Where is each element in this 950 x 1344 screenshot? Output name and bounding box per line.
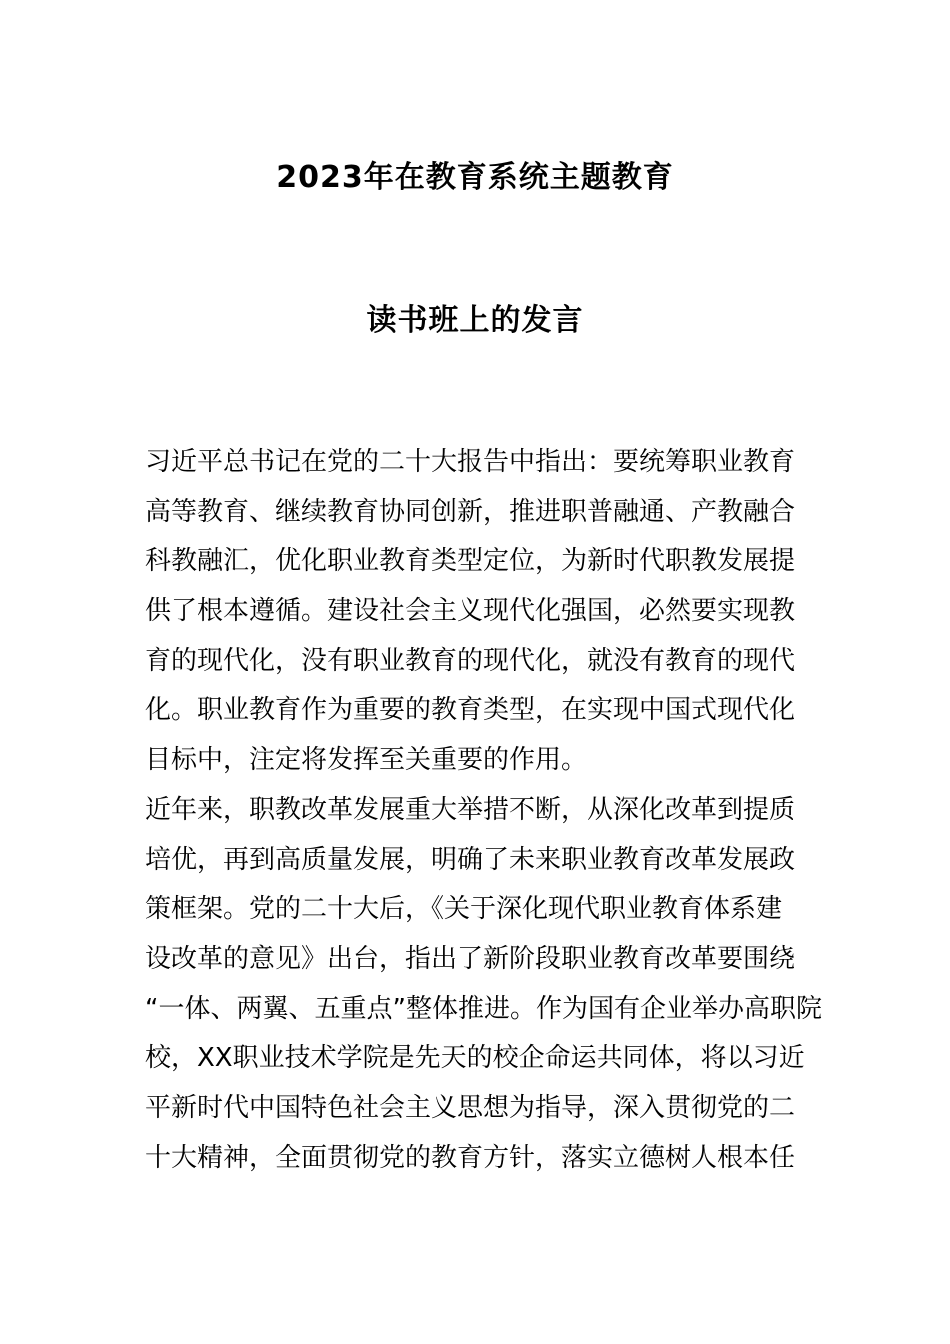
document-title-line-1: 2023年在教育系统主题教育 bbox=[276, 160, 674, 195]
body-line: 十大精神，全面贯彻党的教育方针，落实立德树人根本任 bbox=[145, 1142, 796, 1173]
body-line: 校，XX职业技术学院是先天的校企命运共同体，将以习近 bbox=[145, 1043, 805, 1074]
body-line: 育的现代化，没有职业教育的现代化，就没有教育的现代 bbox=[145, 645, 796, 676]
body-line: 近年来，职教改革发展重大举措不断，从深化改革到提质 bbox=[145, 794, 796, 825]
body-line: 高等教育、继续教育协同创新，推进职普融通、产教融合 bbox=[145, 496, 796, 527]
body-line: “一体、两翼、五重点”整体推进。作为国有企业举办高职院 bbox=[145, 993, 822, 1024]
body-line: 科教融汇，优化职业教育类型定位，为新时代职教发展提 bbox=[145, 546, 796, 577]
body-line: 培优，再到高质量发展，明确了未来职业教育改革发展政 bbox=[145, 844, 796, 875]
body-line: 目标中，注定将发挥至关重要的作用。 bbox=[145, 745, 588, 776]
document-title-line-2: 读书班上的发言 bbox=[366, 303, 584, 338]
document-body bbox=[145, 438, 825, 1183]
body-line: 化。职业教育作为重要的教育类型，在实现中国式现代化 bbox=[145, 695, 796, 726]
body-line: 设改革的意见》出台，指出了新阶段职业教育改革要围绕 bbox=[145, 943, 796, 974]
body-line: 供了根本遵循。建设社会主义现代化强国，必然要实现教 bbox=[145, 596, 796, 627]
body-line: 策框架。党的二十大后，《关于深化现代职业教育体系建 bbox=[145, 894, 783, 925]
body-line: 平新时代中国特色社会主义思想为指导，深入贯彻党的二 bbox=[145, 1092, 796, 1123]
body-line: 习近平总书记在党的二十大报告中指出：要统筹职业教育 bbox=[145, 447, 796, 477]
